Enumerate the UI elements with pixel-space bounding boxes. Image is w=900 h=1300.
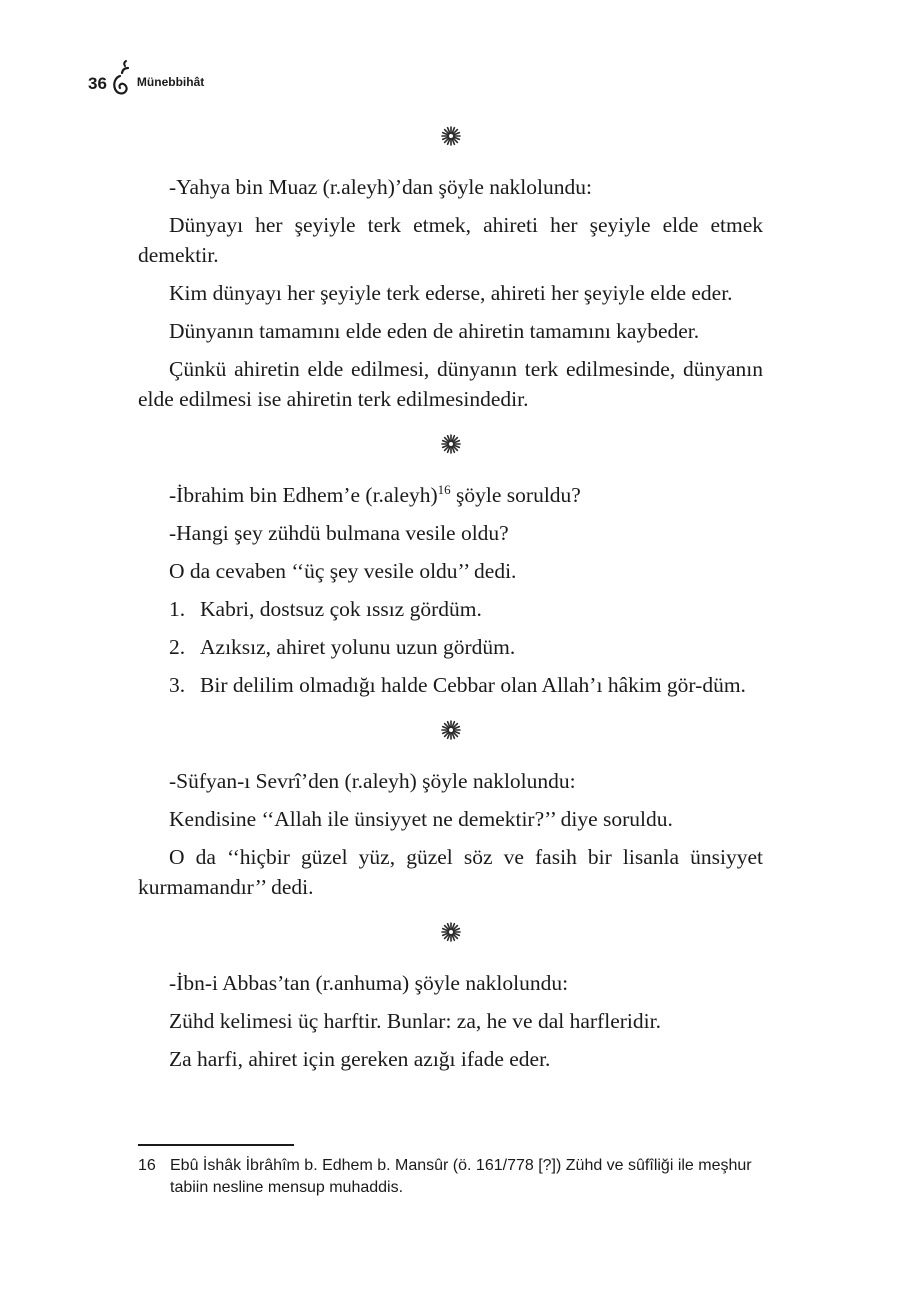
paragraph: Kim dünyayı her şeyiyle terk ederse, ahireti her şeyiyle elde eder. (169, 281, 733, 305)
paragraph-text: şöyle soruldu? (450, 483, 581, 507)
paragraph: -Yahya bin Muaz (r.aleyh)’dan şöyle naklolundu: (169, 175, 592, 199)
paragraph: O da cevaben ‘‘üç şey vesile oldu’’ dedi. (169, 559, 517, 583)
flower-ornament-icon (441, 922, 461, 942)
flower-ornament-icon (441, 126, 461, 146)
footnote-separator (138, 1144, 294, 1146)
paragraph: Zühd kelimesi üç harftir. Bunlar: za, he ve dal harfleridir. (169, 1009, 661, 1033)
book-title: Münebbihât (136, 75, 205, 89)
paragraph: -Hangi şey zühdü bulmana vesile oldu? (169, 521, 509, 545)
section-divider (138, 428, 763, 460)
list-item (138, 670, 763, 700)
running-header (88, 58, 204, 98)
section-divider (138, 714, 763, 746)
paragraph: -Süfyan-ı Sevrî’den (r.aleyh) şöyle naklolundu: (169, 769, 576, 793)
paragraph: O da ‘‘hiçbir güzel yüz, güzel söz ve fasih bir lisanla ünsiyyet kurmamandır’’ dedi. (138, 845, 763, 899)
footnote-number: 16 (138, 1157, 156, 1174)
footnote-reference[interactable]: 16 (437, 481, 451, 497)
list-item (138, 632, 763, 662)
paragraph: Kendisine ‘‘Allah ile ünsiyyet ne demektir?’’ diye soruldu. (169, 807, 673, 831)
section-divider (138, 916, 763, 948)
paragraph: Çünkü ahiretin elde edilmesi, dünyanın terk edilmesinde, dünyanın elde edilmesi ise ahiretin terk edilmesindedir. (138, 357, 763, 411)
paragraph: Dünyayı her şeyiyle terk etmek, ahireti her şeyiyle elde etmek demektir. (138, 213, 763, 267)
page-body (138, 120, 763, 1082)
paragraph-text: -İbrahim bin Edhem’e (r.aleyh) (169, 483, 438, 507)
list-number: 1. (169, 597, 186, 621)
calligraphic-flourish-icon (111, 58, 133, 98)
page-number: 36 (88, 74, 107, 93)
paragraph: Dünyanın tamamını elde eden de ahiretin tamamını kaybeder. (169, 319, 700, 343)
footnote-text: Ebû İshâk İbrâhîm b. Edhem b. Mansûr (ö. 161/778 [?]) Zühd ve sûfîliği ile meşhur tabiin nesline mensup muhaddis. (170, 1157, 752, 1196)
section-divider (138, 120, 763, 152)
list-text: Azıksız, ahiret yolunu uzun gördüm. (200, 635, 516, 659)
paragraph: -İbn-i Abbas’tan (r.anhuma) şöyle naklolundu: (169, 971, 569, 995)
flower-ornament-icon (441, 434, 461, 454)
flower-ornament-icon (441, 720, 461, 740)
paragraph (138, 480, 763, 510)
list-text: Kabri, dostsuz çok ıssız gördüm. (200, 597, 482, 621)
list-number: 3. (169, 673, 186, 697)
list-text: Bir delilim olmadığı halde Cebbar olan Allah’ı hâkim gör-düm. (200, 673, 746, 697)
paragraph: Za harfi, ahiret için gereken azığı ifade eder. (169, 1047, 551, 1071)
list-item (138, 594, 763, 624)
list-number: 2. (169, 635, 186, 659)
footnote (138, 1155, 778, 1199)
